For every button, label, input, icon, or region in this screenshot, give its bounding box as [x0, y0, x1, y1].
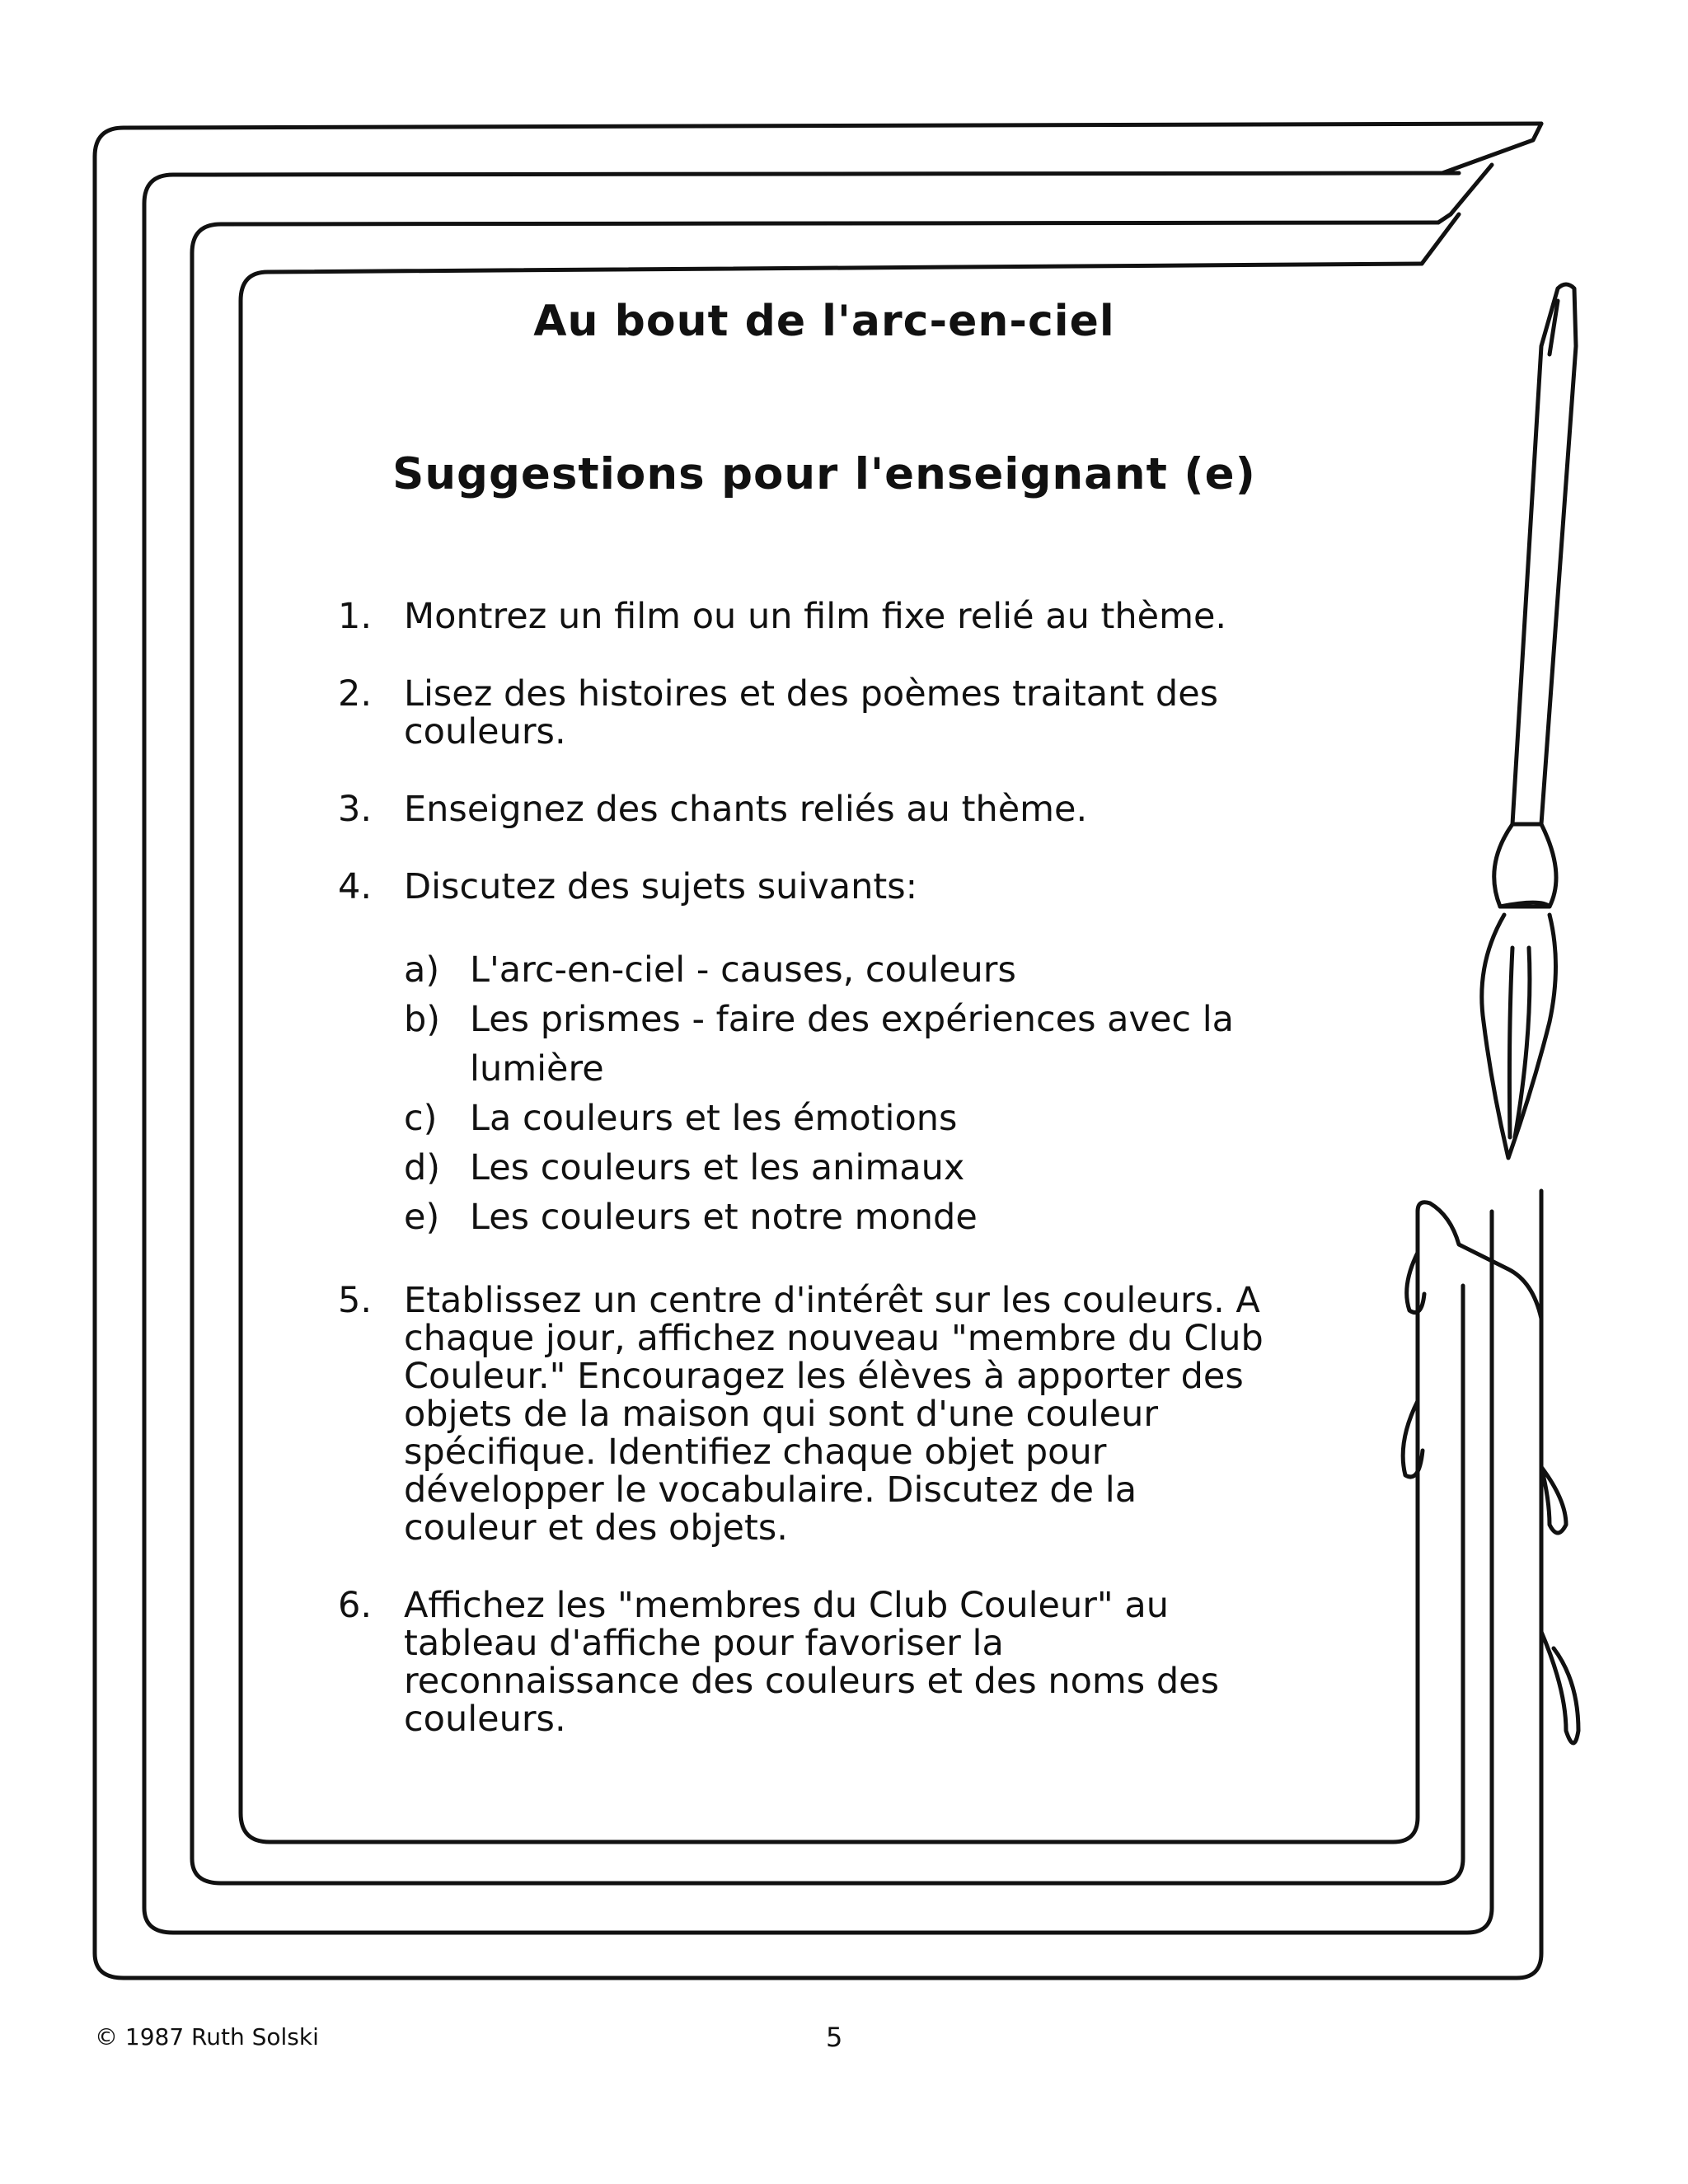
- sub-list-item: [404, 1143, 1269, 1193]
- sub-list-item: [404, 945, 1269, 995]
- item-number: 6.: [338, 1585, 373, 1626]
- paintbrush-icon: [1482, 284, 1576, 1158]
- sub-list-item: [404, 995, 1269, 1094]
- list-item: [338, 1586, 1269, 1738]
- item-text: Discutez des sujets suivants:: [404, 866, 918, 907]
- sub-list-item: [404, 1094, 1269, 1143]
- page-number: 5: [826, 2022, 843, 2053]
- sub-item-text: Les couleurs et les animaux: [470, 1147, 965, 1188]
- sub-item-text: La couleurs et les émotions: [470, 1098, 958, 1139]
- sub-item-text: Les prismes - faire des expériences avec la lumière: [470, 999, 1235, 1090]
- sub-list: [404, 945, 1269, 1242]
- sub-item-letter: d): [404, 1147, 441, 1188]
- item-text: Enseignez des chants reliés au thème.: [404, 789, 1088, 830]
- sub-item-letter: a): [404, 949, 440, 991]
- sub-item-text: Les couleurs et notre monde: [470, 1197, 978, 1238]
- item-number: 1.: [338, 596, 373, 637]
- sub-item-letter: e): [404, 1197, 440, 1238]
- list-item: [338, 790, 1269, 828]
- suggestion-list: [338, 598, 1269, 1778]
- item-text: Montrez un film ou un film fixe relié au thème.: [404, 596, 1227, 637]
- sub-item-text: L'arc-en-ciel - causes, couleurs: [470, 949, 1016, 991]
- sub-item-letter: b): [404, 999, 441, 1040]
- sub-list-item: [404, 1193, 1269, 1242]
- list-item: [338, 675, 1269, 751]
- item-number: 4.: [338, 866, 373, 907]
- copyright-notice: © 1987 Ruth Solski: [95, 2023, 319, 2050]
- page-subtitle: Suggestions pour l'enseignant (e): [392, 449, 1256, 499]
- list-item: [338, 598, 1269, 635]
- list-item: [338, 868, 1269, 1242]
- item-number: 2.: [338, 673, 373, 715]
- sub-item-letter: c): [404, 1098, 438, 1139]
- item-text: Affichez les "membres du Club Couleur" au tableau d'affiche pour favoriser la reconnaissance des couleurs et des noms des couleurs.: [404, 1585, 1220, 1740]
- item-text: Lisez des histoires et des poèmes traitant des couleurs.: [404, 673, 1219, 752]
- item-number: 3.: [338, 789, 373, 830]
- list-item: [338, 1282, 1269, 1547]
- page-title: Au bout de l'arc-en-ciel: [533, 297, 1115, 346]
- item-number: 5.: [338, 1280, 373, 1321]
- item-text: Etablissez un centre d'intérêt sur les couleurs. A chaque jour, affichez nouveau "membre du Club Couleur." Encouragez les élèves à apporter des objets de la maison qui sont d'une couleur spécifique. Identifiez chaque objet pour développer le vocabulaire. Discutez de la couleur et des objets.: [404, 1280, 1264, 1549]
